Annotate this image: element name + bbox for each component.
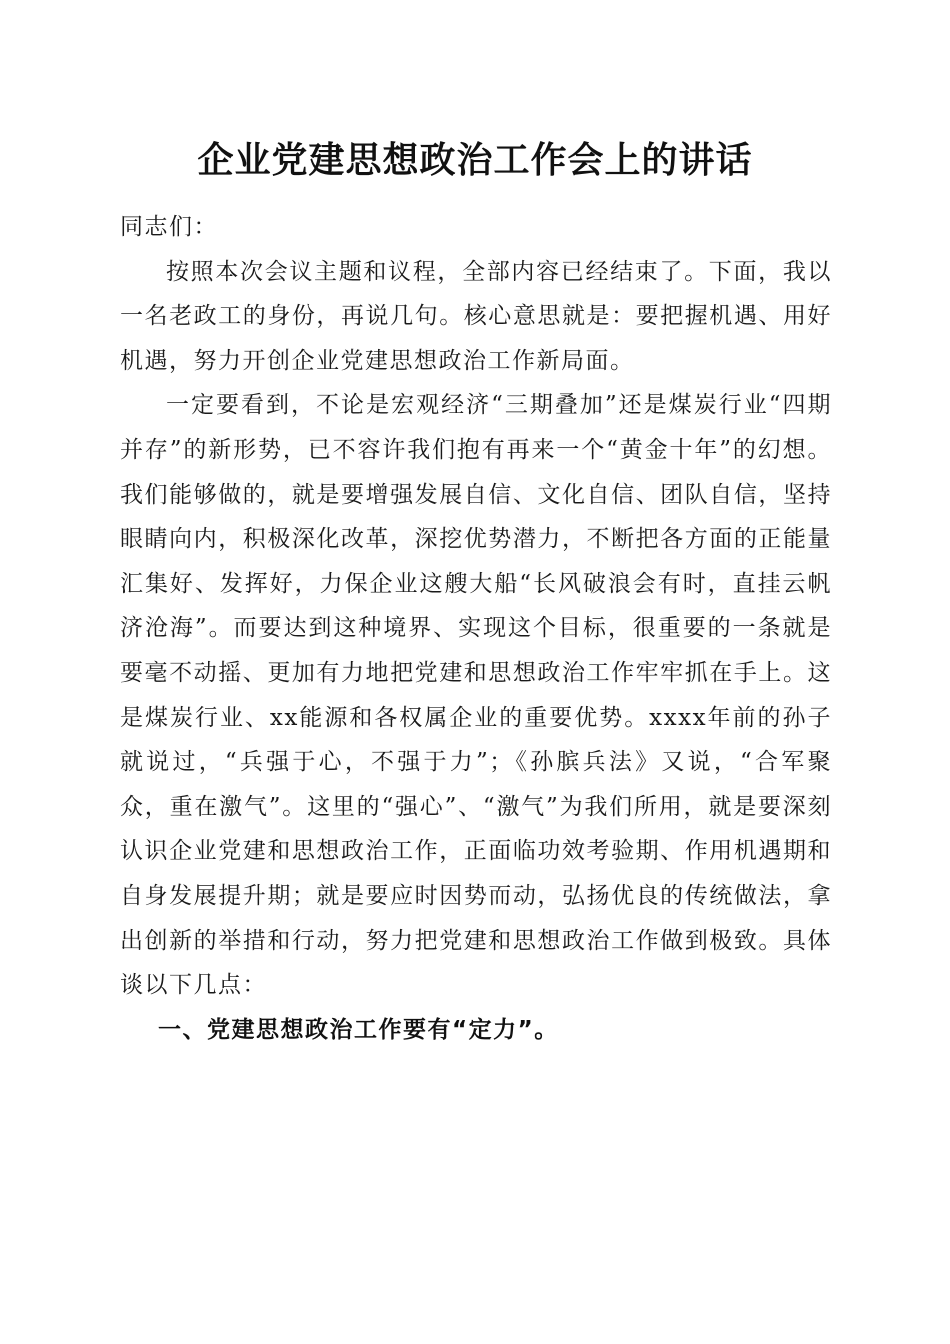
paragraph-situation: 一定要看到，不论是宏观经济“三期叠加”还是煤炭行业“四期并存”的新形势，已不容许我们抱有再来一个“黄金十年”的幻想。我们能够做的，就是要增强发展自信、文化自信、团队自信，坚持眼睛向内，积极深化改革，深挖优势潜力，不断把各方面的正能量汇集好、发挥好，力保企业这艘大船“长风破浪会有时，直挂云帆济沧海”。而要达到这种境界、实现这个目标，很重要的一条就是要毫不动摇、更加有力地把党建和思想政治工作牢牢抓在手上。这是煤炭行业、xx能源和各权属企业的重要优势。xxxx年前的孙子就说过，“兵强于心，不强于力”；《孙膑兵法》又说，“合军聚众，重在激气”。这里的“强心”、“激气”为我们所用，就是要深刻认识企业党建和思想政治工作，正面临功效考验期、作用机遇期和自身发展提升期；就是要应时因势而动，弘扬优良的传统做法，拿出创新的举措和行动，努力把党建和思想政治工作做到极致。具体谈以下几点：	[120, 392, 832, 999]
section-heading-one: 一、党建思想政治工作要有“定力”。	[158, 1016, 559, 1043]
document-title: 企业党建思想政治工作会上的讲话	[197, 139, 753, 181]
paragraph-opening: 按照本次会议主题和议程，全部内容已经结束了。下面，我以一名老政工的身份，再说几句。核心意思就是：要把握机遇、用好机遇，努力开创企业党建思想政治工作新局面。	[120, 258, 832, 374]
salutation: 同志们：	[120, 214, 218, 240]
document-body	[120, 205, 832, 1052]
